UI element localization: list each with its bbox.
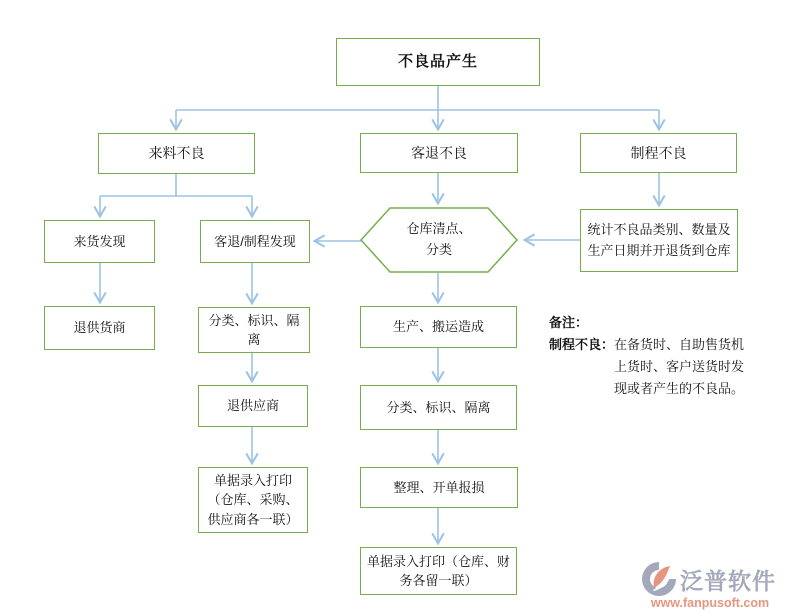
node-incoming-defect: 来料不良	[98, 133, 255, 174]
fanpu-logo-url: www.fanpusoft.com	[650, 596, 770, 610]
node-return-process-found: 客退/制程发现	[200, 220, 310, 263]
node-arrange-report-loss: 整理、开单报损	[360, 467, 518, 508]
note-row	[549, 334, 754, 400]
node-classify-mark-isolate-mid: 分类、标识、隔离	[360, 385, 517, 430]
fanpu-logo-icon	[640, 560, 678, 598]
node-stats-return-warehouse: 统计不良品类别、数量及生产日期并开退货到仓库	[580, 209, 738, 272]
note-term: 制程不良：	[549, 337, 615, 352]
node-print-warehouse-purchase-supplier: 单据录入打印（仓库、采购、供应商各一联）	[198, 467, 308, 533]
node-return-goods-supplier: 退供货商	[44, 306, 155, 350]
node-production-handling-cause: 生产、搬运造成	[360, 306, 517, 348]
node-process-defect: 制程不良	[580, 133, 737, 173]
node-defect-generated: 不良品产生	[336, 38, 540, 86]
node-incoming-found: 来货发现	[44, 220, 155, 263]
fanpu-logo	[640, 560, 780, 610]
node-warehouse-check-hexagon	[360, 207, 518, 273]
note-annotation	[549, 312, 754, 400]
node-customer-return-defect: 客退不良	[360, 133, 518, 173]
hexagon-label: 仓库清点、分类	[406, 221, 472, 257]
fanpu-logo-name: 泛普软件	[680, 567, 776, 594]
note-title: 备注：	[549, 315, 589, 330]
node-print-warehouse-finance: 单据录入打印（仓库、财务各留一联）	[360, 547, 517, 595]
node-classify-mark-isolate-left: 分类、标识、隔离	[198, 307, 310, 353]
note-body: 在备货时、自助售货机上货时、客户送货时发现或者产生的不良品。	[614, 337, 745, 396]
node-return-supplier: 退供应商	[198, 385, 308, 427]
